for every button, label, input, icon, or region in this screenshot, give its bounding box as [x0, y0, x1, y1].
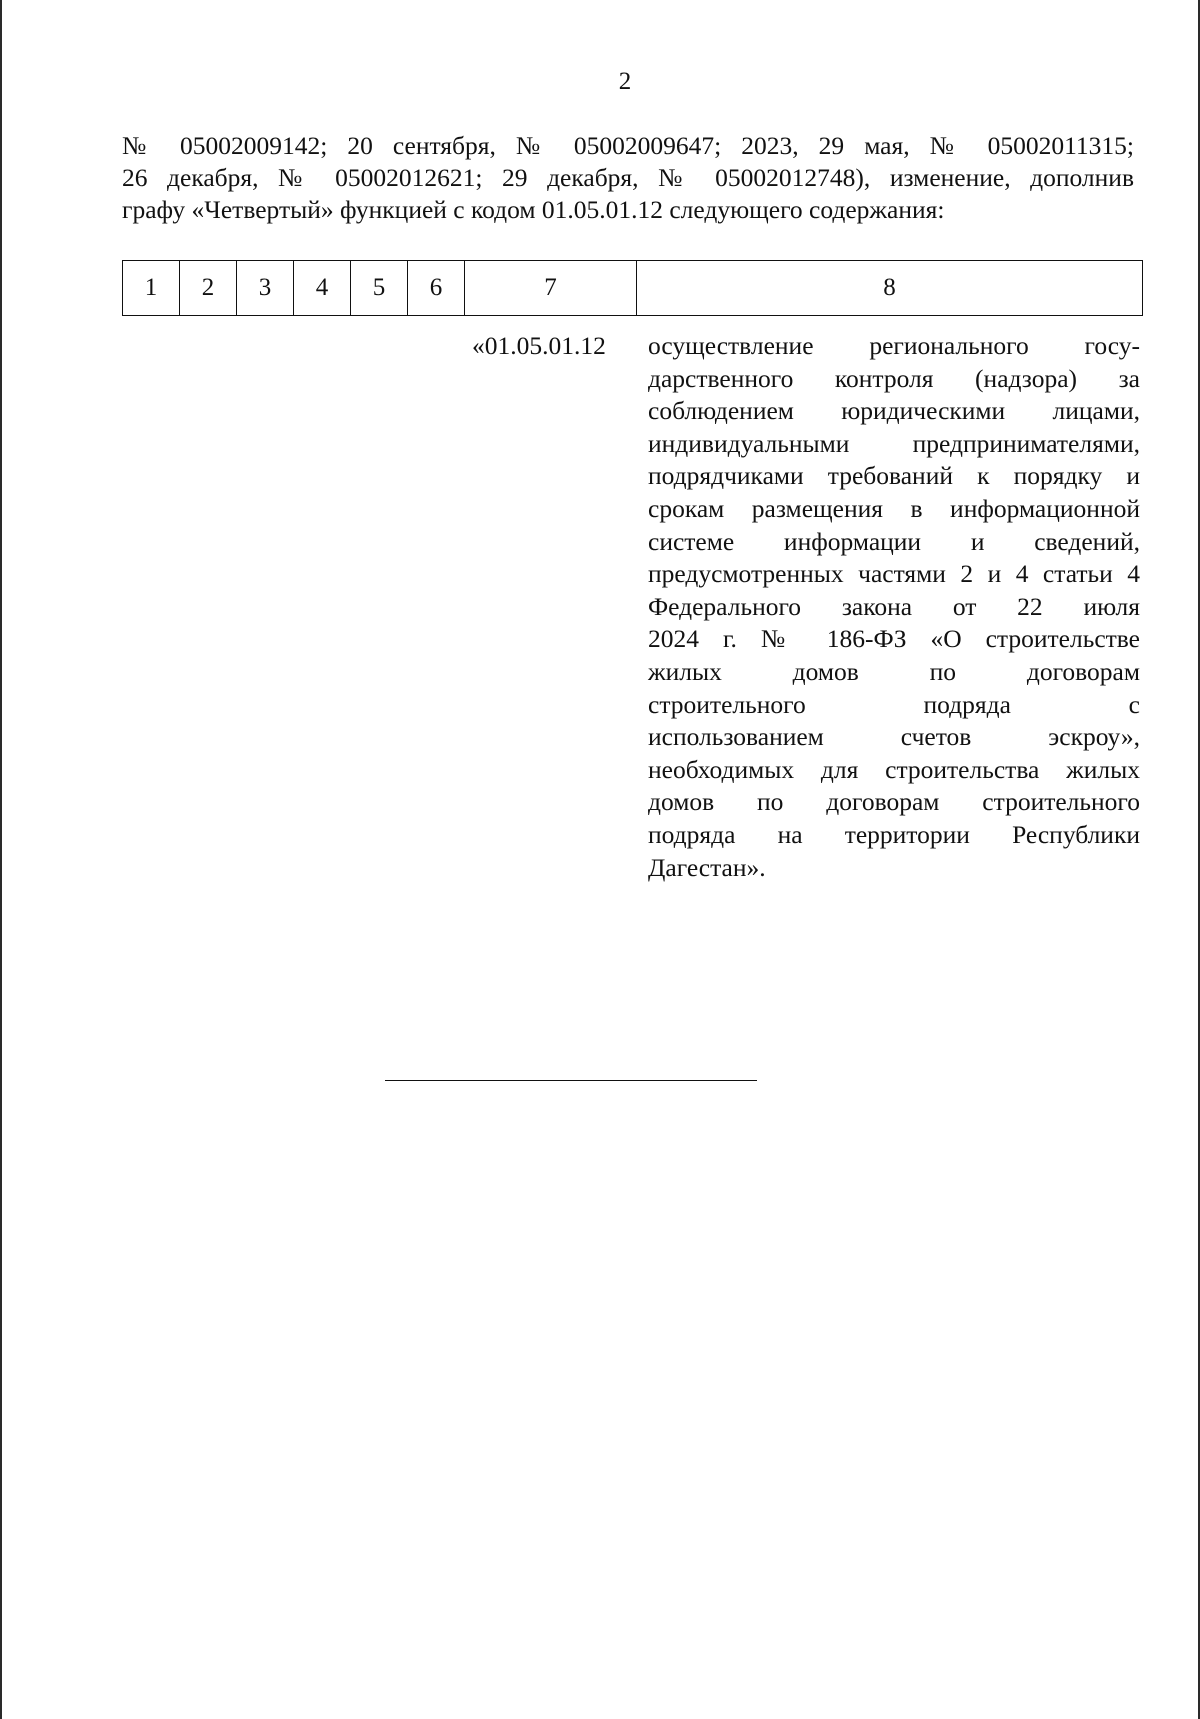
- column-number-row: [123, 261, 1143, 316]
- column-number-cell: 8: [637, 261, 1143, 316]
- function-description: [648, 330, 1140, 884]
- column-number-cell: 5: [351, 261, 408, 316]
- description-line: системе информации и сведений,: [648, 526, 1140, 556]
- end-of-document-rule: [385, 1080, 757, 1081]
- intro-paragraph: [122, 130, 1134, 226]
- description-line: предусмотренных частями 2 и 4 статьи 4: [648, 559, 1140, 589]
- description-line: индивидуальными предпринимателями,: [648, 428, 1140, 458]
- description-line: осуществление регионального госу-: [648, 331, 1140, 360]
- description-line: подрядчиками требований к порядку и: [648, 461, 1140, 491]
- description-line: необходимых для строительства жилых: [648, 754, 1140, 784]
- column-number-cell: 7: [465, 261, 637, 316]
- description-line: Дагестан».: [648, 852, 766, 882]
- intro-line: графу «Четвертый» функцией с кодом 01.05.01.12 следующего содержания:: [122, 195, 945, 224]
- description-line: Федерального закона от 22 июля: [648, 591, 1140, 621]
- column-number-table: [122, 260, 1143, 316]
- intro-line: 26 декабря, № 05002012621; 29 декабря, № 05002012748), изменение, дополнив: [122, 163, 1134, 192]
- column-number-cell: 4: [294, 261, 351, 316]
- description-line: соблюдением юридическими лицами,: [648, 396, 1140, 426]
- page-number: 2: [618, 68, 632, 95]
- description-line: 2024 г. № 186-ФЗ «О строительстве: [648, 624, 1140, 654]
- description-line: использованием счетов эскроу»,: [648, 722, 1140, 752]
- description-line: срокам размещения в информационной: [648, 493, 1140, 523]
- description-line: дарственного контроля (надзора) за: [648, 363, 1140, 393]
- intro-line: № 05002009142; 20 сентября, № 05002009647; 2023, 29 мая, № 05002011315;: [122, 131, 1134, 160]
- column-number-cell: 3: [237, 261, 294, 316]
- description-line: домов по договорам строительного: [648, 787, 1140, 817]
- column-number-cell: 1: [123, 261, 180, 316]
- column-number-cell: 6: [408, 261, 465, 316]
- scan-edge-left: [0, 0, 2, 1719]
- column-number-cell: 2: [180, 261, 237, 316]
- description-line: строительного подряда с: [648, 689, 1140, 719]
- description-line: жилых домов по договорам: [648, 656, 1140, 686]
- description-line: подряда на территории Республики: [648, 819, 1140, 849]
- function-code: «01.05.01.12: [472, 331, 606, 360]
